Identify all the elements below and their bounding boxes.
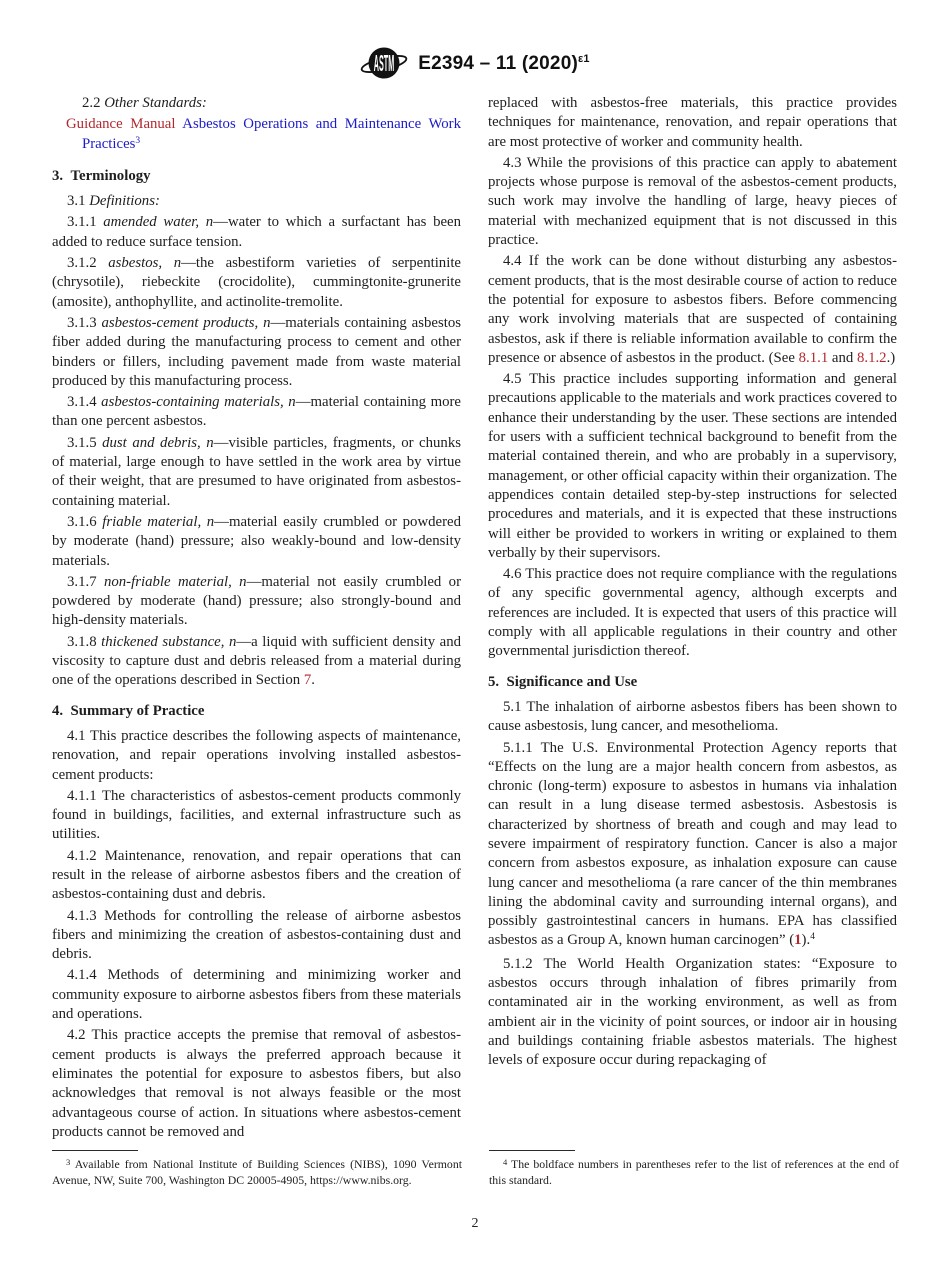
sec-4-1-4 [52, 966, 461, 1024]
other-standards-reference [52, 115, 461, 156]
sec-2-2 [52, 94, 461, 113]
standard-designation [418, 53, 590, 75]
text-run: ). [801, 932, 811, 949]
sec-4-1-1 [52, 787, 461, 845]
def-3-1-3 [52, 314, 461, 391]
text-run: —material easily crumbled or powdered by moderate (hand) pressure; also weakly-bound and low-density materials. [52, 513, 461, 569]
text-run: 3.1.1 [67, 214, 104, 231]
sec-4-1 [52, 727, 461, 785]
def-3-1-5 [52, 434, 461, 511]
text-run: thickened substance, n [101, 633, 237, 650]
text-run: Other Standards: [104, 95, 207, 111]
sec-4-4 [488, 252, 897, 368]
text-run: 5.1.1 The U.S. Environmental Protection Agency reports that “Effects on the lung are a major health concern from asbestos, as chronic (long-term) exposure to asbestos in humans via inhalation can result in a lung disease termed asbestosis. Asbestosis is characterized by shortness of breath and cough and may lead to severe impairment of respiratory function. Cancer is also a major concern from asbestos exposure, as inhalation exposure can cause lung cancer and mesothelioma (a rare cancer of the thin membranes lining the abdominal cavity and surrounding internal organs), and possibly gastrointestinal cancers in humans. EPA has classified asbestos as a Group A, known human carcinogen” ( [488, 739, 897, 949]
svg-text:ASTM: ASTM [374, 49, 395, 77]
text-run: dust and debris, n [102, 434, 214, 451]
text-run: 4.6 This practice does not require compliance with the regulations of any specific governmental agency, although excerpts and references are included. It is expected that users of this practice will comply with all applicable regulations in their country and other governmental jurisdiction thereof. [488, 566, 897, 660]
text-run: 4.1.2 Maintenance, renovation, and repair operations that can result in the release of airborne asbestos fibers and the creation of asbestos-containing dust and debris. [52, 847, 461, 903]
text-run: non-friable material, n [103, 573, 247, 590]
text-run: 4.4 If the work can be done without disturbing any asbestos-cement products, that is the most desirable course of action to reduce the potential for exposure to asbestos fibers. Before commencing any work involving materials that are suspected of containing asbestos, ask if there is reliable information available to confirm the presence or absence of asbestos in the product. (See [488, 253, 897, 366]
sec-4-6 [488, 565, 897, 661]
page-number: 2 [471, 1216, 479, 1231]
text-run: 5.1 The inhalation of airborne asbestos fibers has been shown to cause asbestosis, lung cancer, and mesothelioma. [488, 698, 897, 735]
text-run: 5.1.2 The World Health Organization states: “Exposure to asbestos occurs through inhalation of fibres primarily from contaminated air in the working environment, as well as from ambient air in the vicinity of point sources, or indoor air in housing and buildings containing friable asbestos materials. The highest levels of exposure occur during repackaging of [488, 955, 897, 1069]
text-run: —the asbestiform varieties of serpentinite (chrysotile), riebeckite (crocidolite), cummingtonite-grunerite (amosite), anthophyllite, and actinolite-tremolite. [52, 255, 461, 310]
text-run: .) [886, 349, 896, 366]
text-run: —visible particles, fragments, or chunks of material, large enough to have settled in the work area by virtue of their weight, that are presumed to have originated from asbestos-containing material. [52, 434, 461, 509]
text-run: replaced with asbestos-free materials, this practice provides techniques for maintenance, renovation, and repair operations that are most protective of worker and community health. [488, 95, 897, 150]
reference-link[interactable]: 7 [303, 672, 312, 689]
text-run: 3.1.3 [67, 314, 102, 331]
text-run: 2.2 [82, 95, 105, 111]
text-run: Definitions: [89, 193, 160, 210]
def-3-1-4 [52, 393, 461, 432]
text-run: —material not easily crumbled or powdered by moderate (hand) pressure; also strongly-bound and high-density materials. [52, 573, 462, 629]
section-4-heading [52, 702, 461, 721]
astm-logo-icon [360, 44, 408, 84]
footnote-rule [52, 1150, 138, 1151]
text-run: 4. Summary of Practice [52, 702, 205, 719]
sec-4-3 [488, 154, 897, 250]
footnote-3 [52, 1150, 462, 1189]
text-run: 3. Terminology [52, 167, 151, 184]
footnote-4 [489, 1150, 899, 1189]
text-run: 3 [66, 1157, 71, 1167]
text-run: 3.1.8 [67, 633, 102, 650]
sec-5-1-2 [488, 955, 897, 1071]
text-run: asbestos-cement products, n [101, 314, 271, 331]
sec-4-5 [488, 370, 897, 563]
text-run: 3.1.5 [67, 434, 103, 451]
document-header [0, 44, 950, 84]
text-run: 3.1.7 [67, 573, 104, 590]
sec-5-1 [488, 698, 897, 737]
sec-4-2 [52, 1026, 461, 1142]
text-run: 3.1.6 [67, 513, 103, 530]
text-run: amended water, n [103, 214, 214, 231]
reference-link[interactable]: 3 [135, 135, 141, 146]
text-run: 4.2 This practice accepts the premise that removal of asbestos-cement products is always the preferred approach because it eliminates the potential for exposure to asbestos fibers, but also acknowledges that removal is not always feasible or the most advantageous course of action. In situations where asbestos-cement products cannot be removed and [52, 1027, 461, 1140]
text-run: Available from National Institute of Building Sciences (NIBS), 1090 Vermont Avenue, NW, Suite 700, Washington DC 20005-4905, https://www.nibs.org. [52, 1157, 462, 1188]
sec-3-1 [52, 192, 461, 211]
text-run: 4 [503, 1157, 508, 1167]
text-run: 3.1.2 [67, 255, 109, 272]
right-column [488, 94, 897, 1144]
section-5-heading [488, 673, 897, 692]
text-run: 4.5 This practice includes supporting information and general precautions applicable to the materials and work practices covered to enhance their understanding by the user. These sections are intended for users with a sufficient technical background to benefit from the material contained therein, and who are probably in a supervisory, management, or other official capacity within their organization. The appendices contain detailed step-by-step instructions for selected procedures and materials, and it is expected that these instructions will either be provided to workers in writing or explained to them verbally by their supervisors. [488, 371, 897, 561]
text-run: 4 [810, 932, 815, 943]
def-3-1-8 [52, 633, 461, 691]
text-run: 4.1.1 The characteristics of asbestos-cement products commonly found in buildings, facilities, and external infrastructure such as utilities. [52, 787, 461, 843]
text-run: 5. Significance and Use [488, 673, 638, 690]
footnote-4-text [489, 1157, 899, 1189]
sec-5-1-1 [488, 739, 897, 953]
reference-link[interactable]: 1 [794, 932, 802, 949]
text-run: . [311, 672, 315, 689]
left-column [52, 94, 461, 1144]
text-run: 4.1.4 Methods of determining and minimizing worker and community exposure to airborne asbestos fibers from these materials and operations. [52, 967, 461, 1023]
sec-4-1-2 [52, 847, 461, 905]
text-run: 3.1 [67, 193, 90, 210]
text-run: asbestos-containing materials, n [101, 394, 296, 411]
text-run: —water to which a surfactant has been added to reduce surface tension. [52, 214, 462, 250]
text-run: 4.1 This practice describes the following aspects of maintenance, renovation, and repair operations involving installed asbestos-cement products: [52, 727, 461, 783]
footnote-rule [489, 1150, 575, 1151]
text-run: 4.3 While the provisions of this practice can apply to abatement projects whose purpose is removal of the asbestos-cement products, such work may involve the handling of large, heavy pieces of material with mechanized equipment that is not discussed in this practice. [488, 154, 897, 249]
def-3-1-2 [52, 254, 461, 312]
designation-text: E2394 – 11 (2020) [418, 53, 578, 74]
footnote-3-text [52, 1157, 462, 1189]
text-run: 4.1.3 Methods for controlling the release of airborne asbestos fibers and minimizing the creation of asbestos-containing dust and debris. [52, 907, 461, 963]
text-run: asbestos, n [108, 255, 182, 272]
sec-4-1-3 [52, 907, 461, 965]
text-run: 3.1.4 [67, 394, 102, 411]
text-run: friable material, n [102, 513, 215, 530]
two-column-body [52, 94, 898, 1144]
def-3-1-1 [52, 213, 461, 252]
text-run: —material containing more than one percent asbestos. [52, 394, 461, 430]
reference-link[interactable]: 8.1.2 [856, 349, 887, 366]
def-3-1-7 [52, 573, 461, 631]
text-run: —materials containing asbestos fiber added during the manufacturing process to cement and other binders or fillers, including pavement made from waste material produced by this manufacturing process. [52, 314, 461, 389]
section-3-heading [52, 167, 461, 186]
text-run: —a liquid with sufficient density and viscosity to capture dust and debris released from a material during one of the operations described in Section [52, 633, 461, 689]
reference-link[interactable]: Guidance Manual [66, 116, 176, 133]
designation-superscript: ε1 [578, 53, 590, 65]
reference-link[interactable]: Asbestos Operations and Maintenance Work Practices [82, 116, 461, 152]
def-3-1-6 [52, 513, 461, 571]
sec-4-2-continued [488, 94, 897, 152]
reference-link[interactable]: 8.1.1 [798, 349, 829, 366]
text-run: and [828, 349, 857, 366]
text-run: The boldface numbers in parentheses refer to the list of references at the end of this standard. [489, 1157, 899, 1188]
